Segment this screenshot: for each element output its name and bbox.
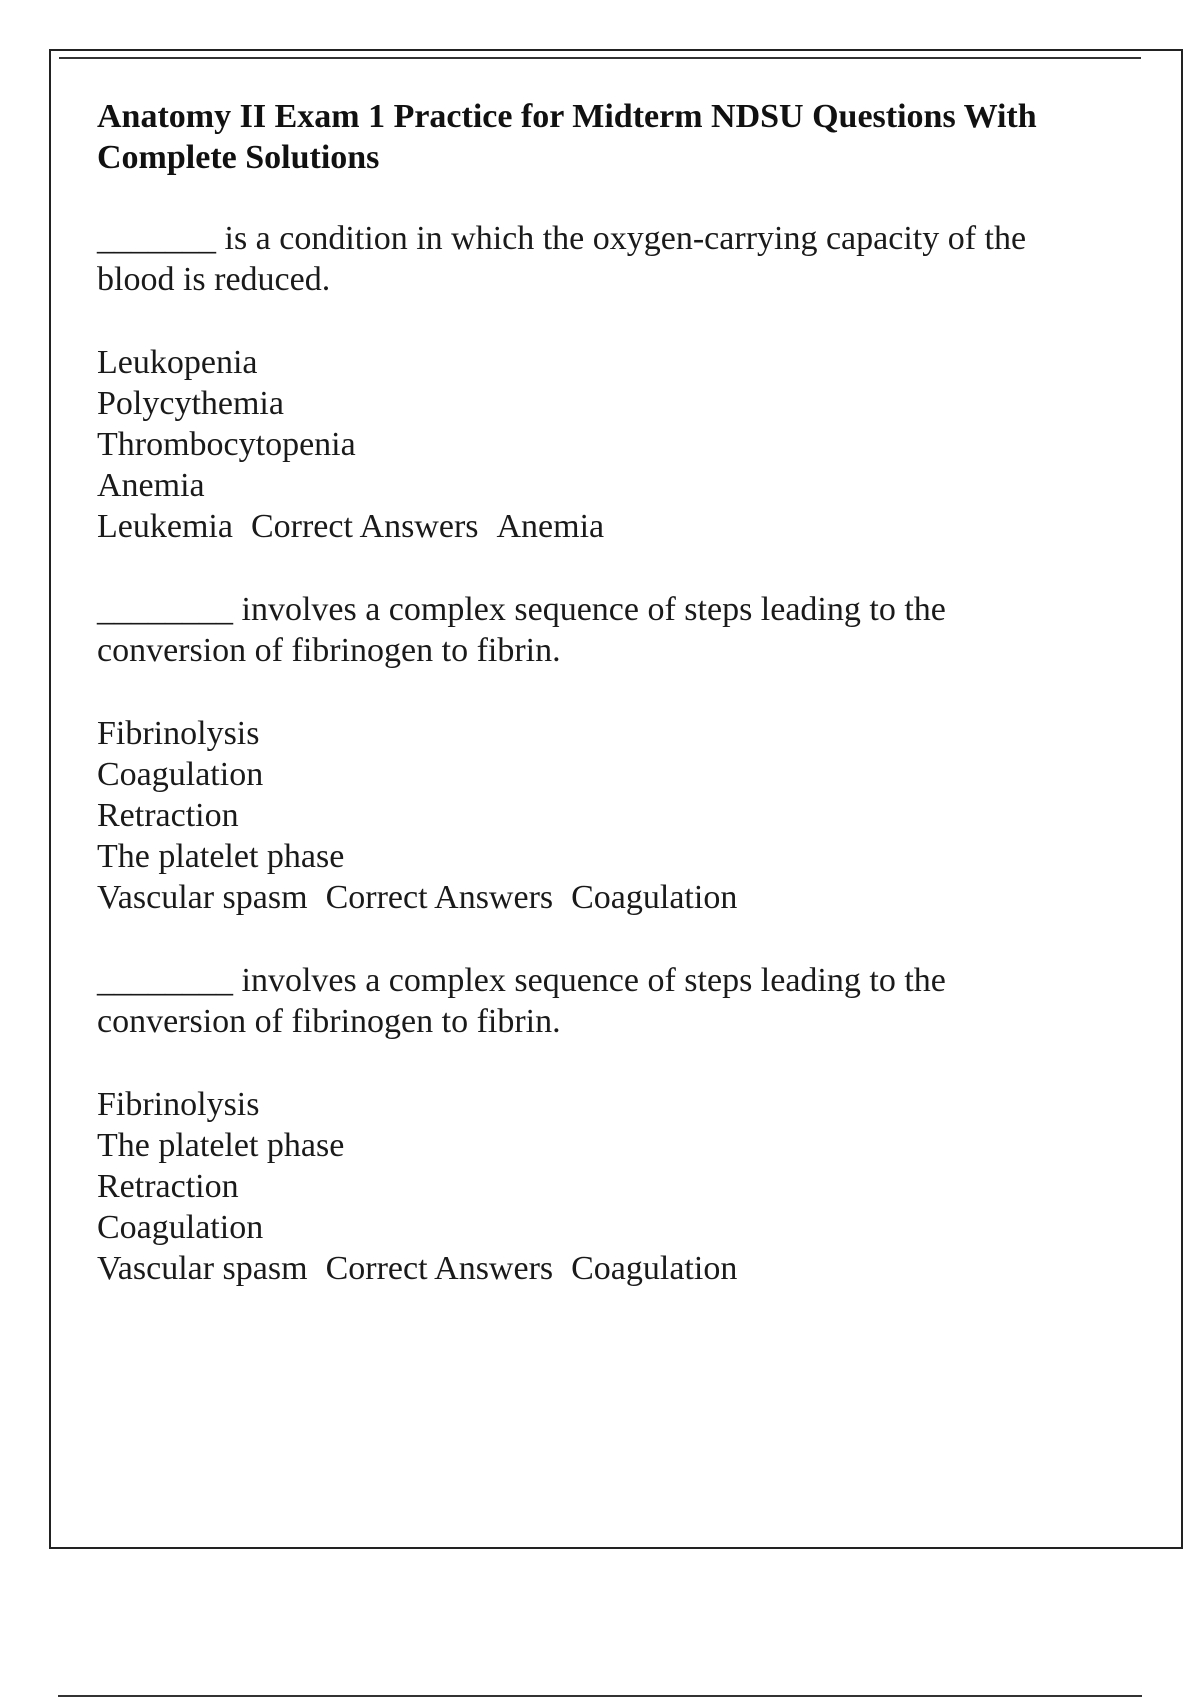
choice: Coagulation [97, 756, 264, 793]
choice: The platelet phase [97, 838, 345, 875]
document-title: Anatomy II Exam 1 Practice for Midterm NDSU Questions With Complete Solutions [97, 98, 1037, 176]
choice: Coagulation [97, 1209, 264, 1246]
choice: Retraction [97, 797, 239, 834]
choice: Retraction [97, 1168, 239, 1205]
choice: The platelet phase [97, 1127, 345, 1164]
question-prompt: ________ involves a complex sequence of steps leading to the conversion of fibrinogen to fibrin. [97, 962, 946, 1040]
answer-label: Correct Answers [250, 508, 479, 545]
answer-value: Coagulation [571, 1250, 738, 1287]
choice: Leukopenia [97, 344, 258, 381]
choice: Fibrinolysis [97, 715, 260, 752]
question-1 [97, 218, 1097, 547]
choice-with-answer [97, 1248, 1097, 1289]
question-prompt: ________ involves a complex sequence of steps leading to the conversion of fibrinogen to fibrin. [97, 591, 946, 669]
choice: Polycythemia [97, 385, 284, 422]
choice: Fibrinolysis [97, 1086, 260, 1123]
choice-with-answer [97, 877, 1097, 918]
choice-with-answer [97, 506, 1097, 547]
choice: Anemia [97, 467, 205, 504]
bottom-rule [58, 1695, 1142, 1697]
choice: Thrombocytopenia [97, 426, 356, 463]
top-rule [59, 57, 1141, 59]
question-prompt: _______ is a condition in which the oxygen-carrying capacity of the blood is reduced. [97, 220, 1027, 298]
choice: Vascular spasm [97, 879, 308, 916]
choice: Vascular spasm [97, 1250, 308, 1287]
document-body [97, 96, 1097, 1331]
answer-label: Correct Answers [325, 1250, 554, 1287]
choice: Leukemia [97, 508, 233, 545]
answer-label: Correct Answers [325, 879, 554, 916]
answer-value: Coagulation [571, 879, 738, 916]
answer-value: Anemia [496, 508, 605, 545]
question-3 [97, 960, 1097, 1289]
question-2 [97, 589, 1097, 918]
